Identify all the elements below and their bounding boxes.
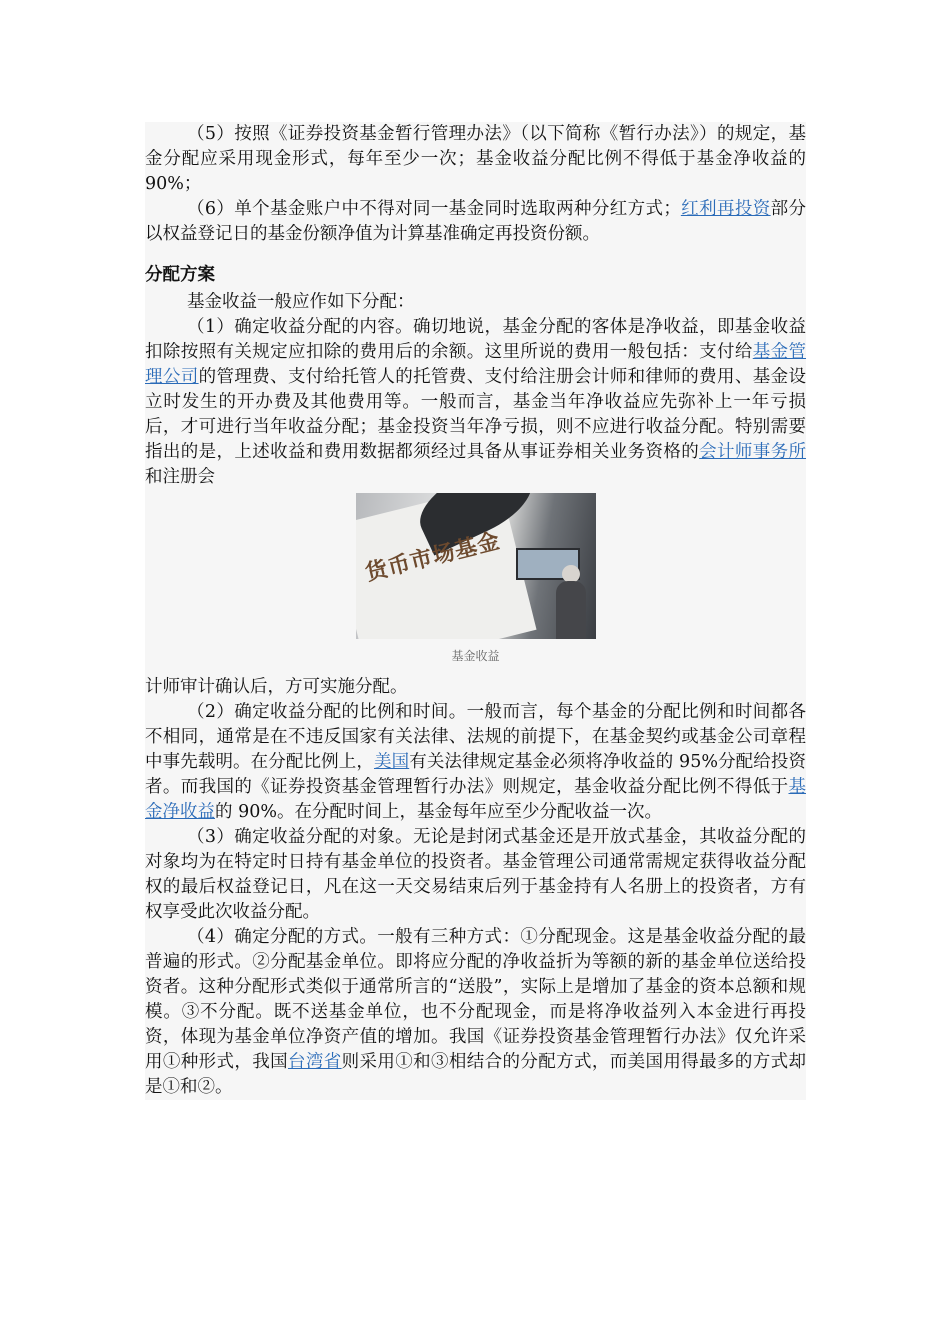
money-market-fund-photo[interactable]: [356, 493, 596, 639]
photo-sign-text: 货币市场基金: [363, 528, 503, 587]
link-taiwan[interactable]: 台湾省: [288, 1052, 342, 1072]
figure-caption: 基金收益: [451, 649, 500, 663]
paragraph-item-4: （4）确定分配的方式。一般有三种方式：①分配现金。这是基金收益分配的最普遍的形式。②分配基金单位。即将应分配的净收益折为等额的新的基金单位送给投资者。这种分配形式类似于通常所言的“送股”，实际上是增加了基金的资本总额和规模。③不分配。既不送基金单位，也不分配现金，而是将净收益列入本金进行再投资，体现为基金单位净资产值的增加。我国《证券投资基金管理暂行办法》仅允许采用①种形式，我国台湾省则采用①和③相结合的分配方式，而美国用得最多的方式却是①和②。: [145, 927, 806, 1097]
link-dividend-reinvestment[interactable]: 红利再投资: [680, 199, 771, 219]
paragraph-intro: 基金收益一般应作如下分配：: [187, 292, 415, 312]
link-fund-management-company[interactable]: 基金管理公司: [145, 342, 806, 387]
link-accounting-firm[interactable]: 会计师事务所: [699, 442, 806, 462]
paragraph-continuation: 计师审计确认后，方可实施分配。: [145, 677, 408, 697]
paragraph-rule-5: （5）按照《证券投资基金暂行管理办法》（以下简称《暂行办法》）的规定，基金分配应采用现金形式，每年至少一次；基金收益分配比例不得低于基金净收益的 90%；: [145, 124, 806, 194]
link-fund-net-income[interactable]: 基金净收益: [145, 777, 806, 822]
paragraph-item-3: （3）确定收益分配的对象。无论是封闭式基金还是开放式基金，其收益分配的对象均为在特定时日持有基金单位的投资者。基金管理公司通常需规定获得收益分配权的最后权益登记日，凡在这一天交易结束后列于基金持有人名册上的投资者，方有权享受此次收益分配。: [145, 827, 806, 922]
paragraph-item-2: （2）确定收益分配的比例和时间。一般而言，每个基金的分配比例和时间都各不相同，通常是在不违反国家有关法律、法规的前提下，在基金契约或基金公司章程中事先载明。在分配比例上，美国有关法律规定基金必须将净收益的 95%分配给投资者。而我国的《证券投资基金管理暂行办法》则规定，基金收益分配比例不得低于基金净收益的 90%。在分配时间上，基金每年应至少分配收益一次。: [145, 702, 807, 822]
article-body: [145, 122, 806, 1100]
link-usa[interactable]: 美国: [373, 752, 410, 772]
paragraph-rule-6: （6）单个基金账户中不得对同一基金同时选取两种分红方式；红利再投资部分以权益登记日的基金份额净值为计算基准确定再投资份额。: [145, 199, 807, 244]
section-heading: 分配方案: [145, 265, 215, 285]
paragraph-item-1: （1）确定收益分配的内容。确切地说，基金分配的客体是净收益，即基金收益扣除按照有关规定应扣除的费用后的余额。这里所说的费用一般包括：支付给基金管理公司的管理费、支付给托管人的托管费、支付给注册会计师和律师的费用、基金设立时发生的开办费及其他费用等。一般而言，基金当年净收益应先弥补上一年亏损后，才可进行当年收益分配；基金投资当年净亏损，则不应进行收益分配。特别需要指出的是，上述收益和费用数据都须经过具备从事证券相关业务资格的会计师事务所和注册会: [145, 317, 806, 487]
figure: [145, 490, 806, 675]
